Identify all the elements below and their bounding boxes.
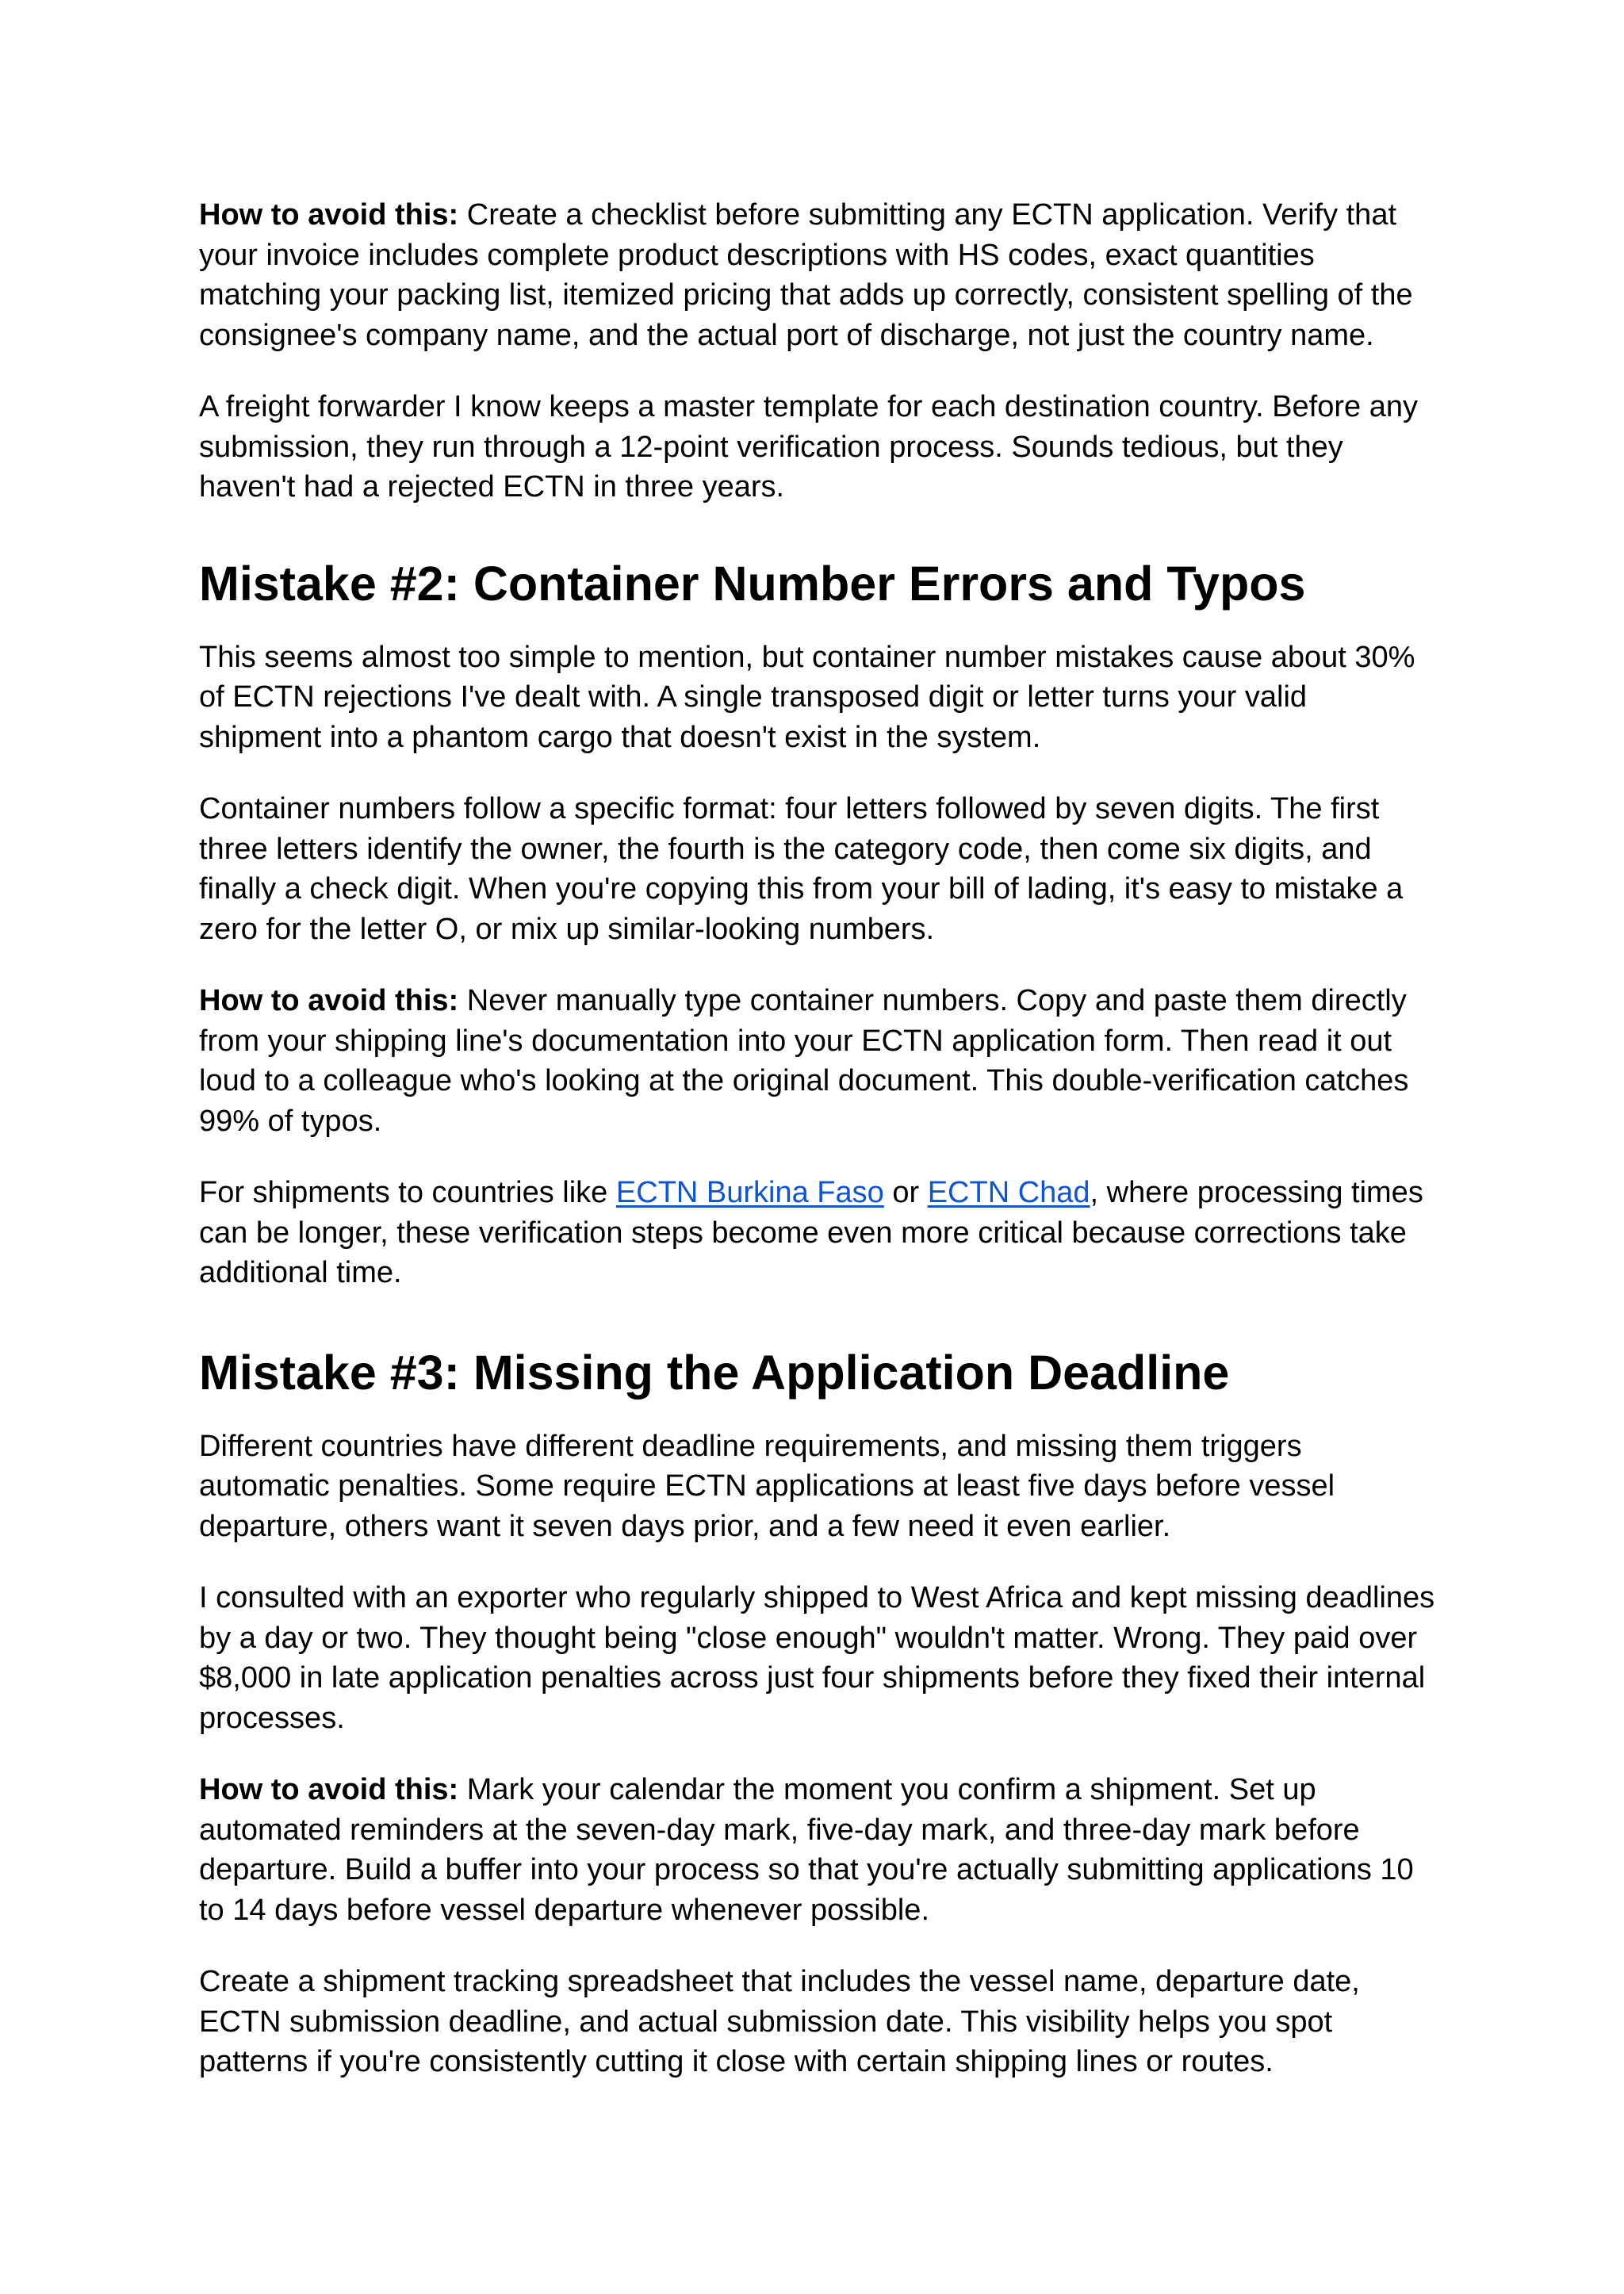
intro-avoid-paragraph [199, 195, 1436, 355]
mistake-3-avoid-paragraph [199, 1770, 1436, 1930]
avoid-text: Mark your calendar the moment you confirm a shipment. Set up automated reminders at the seven-day mark, five-day mark, and three-day mark before departure. Build a buffer into your process so that you're actually submitting applications 10 to 14 days before vessel departure whenever possible. [199, 1773, 1414, 1927]
avoid-label: How to avoid this: [199, 1773, 459, 1806]
avoid-label: How to avoid this: [199, 198, 459, 232]
countries-suffix: , where processing times can be longer, these verification steps become even more critical because corrections take additional time. [199, 1176, 1423, 1289]
mistake-3-heading: Mistake #3: Missing the Application Deadline [199, 1345, 1230, 1400]
mistake-2-paragraph-2: Container numbers follow a specific format: four letters followed by seven digits. The first three letters identify the owner, the fourth is the category code, then come six digits, and finally a check digit. When you're copying this from your bill of lading, it's easy to mistake a zero for the letter O, or mix up similar-looking numbers. [199, 792, 1404, 946]
forwarder-paragraph: A freight forwarder I know keeps a master template for each destination country. Before any submission, they run through a 12-point verification process. Sounds tedious, but they haven't had a rejected ECTN in three years. [199, 390, 1418, 504]
countries-prefix: For shipments to countries like [199, 1176, 616, 1209]
countries-or: or [883, 1176, 928, 1209]
mistake-2-paragraph-1: This seems almost too simple to mention, but container number mistakes cause about 30% of ECTN rejections I've dealt with. A single transposed digit or letter turns your valid shipment into a phantom cargo that doesn't exist in the system. [199, 640, 1415, 754]
avoid-text: Create a checklist before submitting any ECTN application. Verify that your invoice includes complete product descriptions with HS codes, exact quantities matching your packing list, itemized pricing that adds up correctly, consistent spelling of the consignee's company name, and the actual port of discharge, not just the country name. [199, 198, 1413, 352]
ectn-chad-link[interactable]: ECTN Chad [927, 1176, 1090, 1209]
mistake-3-paragraph-2: I consulted with an exporter who regularly shipped to West Africa and kept missing deadlines by a day or two. They thought being "close enough" wouldn't matter. Wrong. They paid over $8,000 in late application penalties across just four shipments before they fixed their internal processes. [199, 1581, 1435, 1735]
mistake-3-paragraph-1: Different countries have different deadline requirements, and missing them triggers automatic penalties. Some require ECTN applications at least five days before vessel departure, others want it seven days prior, and a few need it even earlier. [199, 1429, 1335, 1543]
mistake-2-countries-paragraph [199, 1173, 1436, 1293]
mistake-2-heading: Mistake #2: Container Number Errors and Typos [199, 556, 1306, 611]
avoid-label: How to avoid this: [199, 984, 459, 1017]
document-page [199, 195, 1436, 2082]
ectn-burkina-faso-link[interactable]: ECTN Burkina Faso [615, 1176, 884, 1209]
mistake-3-paragraph-4: Create a shipment tracking spreadsheet that includes the vessel name, departure date, ECTN submission deadline, and actual submission date. This visibility helps you spot patterns if you're consistently cutting it close with certain shipping lines or routes. [199, 1965, 1360, 2078]
mistake-2-avoid-paragraph [199, 981, 1436, 1141]
avoid-text: Never manually type container numbers. Copy and paste them directly from your shipping line's documentation into your ECTN application form. Then read it out loud to a colleague who's looking at the original document. This double-verification catches 99% of typos. [199, 984, 1409, 1138]
